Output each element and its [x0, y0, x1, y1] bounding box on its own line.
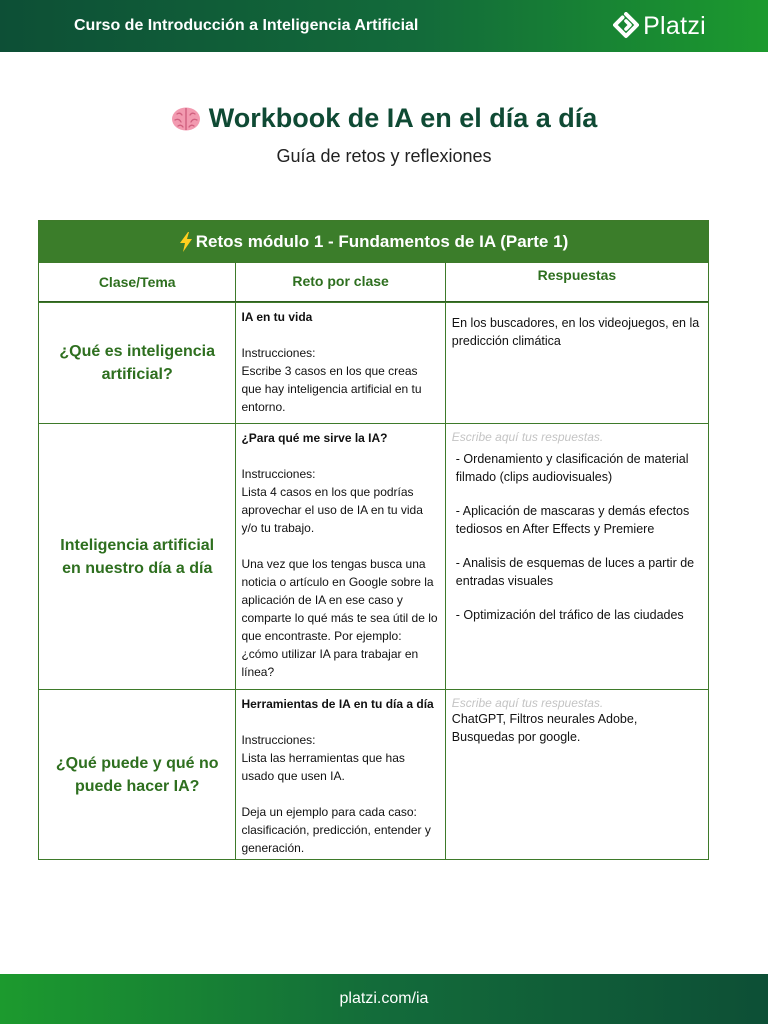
answer-item: - Ordenamiento y clasificación de material filmado (clips audiovisuales) [455, 452, 689, 484]
table-row [39, 302, 708, 423]
answer-item: - Aplicación de mascaras y demás efectos tediosos en After Effects y Premiere [455, 504, 690, 536]
row-topic: ¿Qué puede y qué no puede hacer IA? [39, 690, 236, 859]
column-header-challenge: Reto por clase [236, 263, 445, 301]
challenge-instructions: Instrucciones: Escribe 3 casos en los que creas que hay inteligencia artificial en tu entorno. [241, 346, 422, 414]
challenge-title: ¿Para qué me sirve la IA? [241, 431, 388, 445]
platzi-brand[interactable] [613, 12, 706, 41]
answer-placeholder: Escribe aquí tus respuestas. [451, 696, 604, 710]
footer-bar [0, 974, 768, 1024]
answer-text: ChatGPT, Filtros neurales Adobe, Busquedas por google. [451, 712, 638, 744]
answer-text: En los buscadores, en los videojuegos, en la predicción climática [451, 316, 700, 348]
brain-icon [171, 106, 201, 132]
table-section-header [39, 221, 708, 262]
challenge-title: Herramientas de IA en tu día a día [241, 697, 434, 711]
footer-link[interactable]: platzi.com/ia [339, 990, 429, 1007]
row-challenge [236, 303, 445, 423]
row-challenge [236, 424, 445, 689]
row-topic: ¿Qué es inteligencia artificial? [39, 303, 236, 423]
answer-field[interactable] [446, 690, 708, 859]
table-section-title: Retos módulo 1 - Fundamentos de IA (Parte 1) [195, 231, 569, 251]
table-row [39, 423, 708, 689]
answer-item: - Analisis de esquemas de luces a partir de entradas visuales [455, 556, 695, 588]
answer-field[interactable] [446, 303, 708, 423]
document-heading [0, 103, 768, 167]
answer-item: - Optimización del tráfico de las ciudades [455, 608, 684, 622]
table-row [39, 689, 708, 859]
challenges-table [38, 220, 709, 860]
header-bar [0, 0, 768, 52]
course-title: Curso de Introducción a Inteligencia Artificial [74, 17, 419, 34]
challenge-title: IA en tu vida [241, 310, 313, 324]
table-column-headers [39, 262, 708, 302]
column-header-answers: Respuestas [537, 267, 617, 283]
platzi-logo-icon [613, 12, 639, 40]
row-topic: Inteligencia artificial en nuestro día a día [39, 424, 236, 689]
row-challenge [236, 690, 445, 859]
challenge-instructions: Instrucciones: Lista 4 casos en los que podrías aprovechar el uso de IA en tu vida y/o tu trabajo. Una vez que los tengas busca una noticia o artículo en Google sobre la aplicación de IA en ese caso y comparte lo qué más te sea útil de lo que encontraste. Por ejemplo: ¿cómo utilizar IA para trabajar en línea? [241, 467, 438, 679]
page-subtitle: Guía de retos y reflexiones [276, 145, 492, 166]
page-title [171, 103, 598, 134]
page-title-text: Workbook de IA en el día a día [208, 103, 598, 133]
answer-placeholder: Escribe aquí tus respuestas. [451, 430, 604, 444]
brand-name: Platzi [643, 11, 706, 40]
column-header-topic: Clase/Tema [39, 263, 236, 301]
answer-field[interactable] [446, 424, 708, 689]
challenge-instructions: Instrucciones: Lista las herramientas que has usado que usen IA. Deja un ejemplo para cada caso: clasificación, predicción, entender y generación. [241, 733, 431, 855]
lightning-bolt-icon [179, 232, 193, 252]
